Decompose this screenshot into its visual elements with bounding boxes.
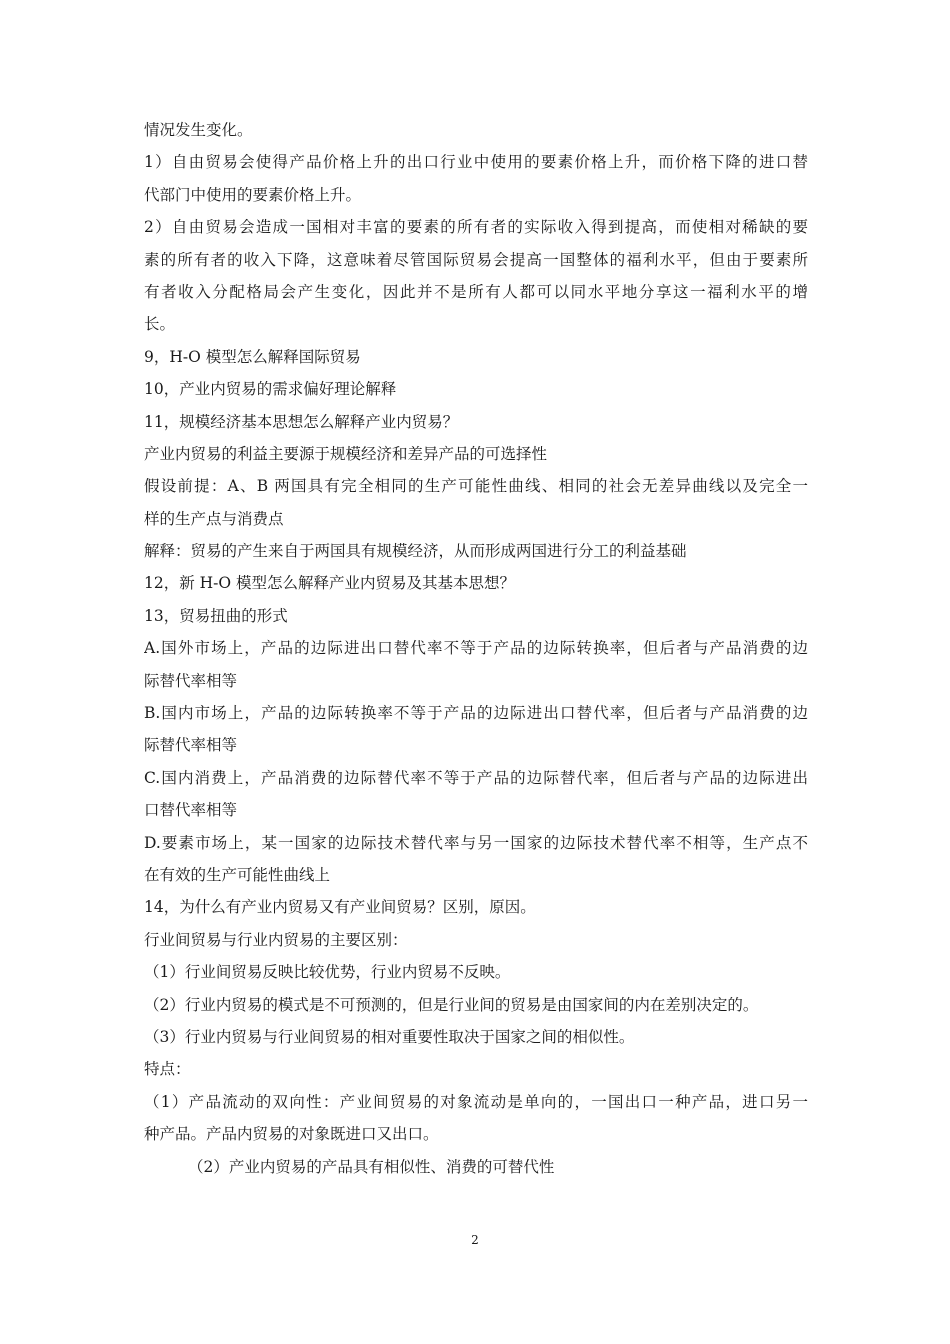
text-line: 在有效的生产可能性曲线上 bbox=[144, 865, 331, 884]
text-line: 际替代率相等 bbox=[144, 736, 238, 755]
text-line: 口替代率相等 bbox=[144, 801, 238, 820]
question-heading: 14，为什么有产业内贸易又有产业间贸易？区别，原因。 bbox=[144, 898, 536, 917]
text-line: D.要素市场上，某一国家的边际技术替代率与另一国家的边际技术替代率不相等，生产点不 bbox=[144, 833, 808, 852]
text-line: 1）自由贸易会使得产品价格上升的出口行业中使用的要素价格上升，而价格下降的进口替 bbox=[144, 153, 808, 172]
text-line: 际替代率相等 bbox=[144, 671, 238, 690]
text-line: （1）行业间贸易反映比较优势，行业内贸易不反映。 bbox=[144, 963, 511, 982]
text-line: 素的所有者的收入下降，这意味着尽管国际贸易会提高一国整体的福利水平，但由于要素所 bbox=[144, 250, 808, 269]
question-heading: 13，贸易扭曲的形式 bbox=[144, 606, 288, 625]
text-line: 代部门中使用的要素价格上升。 bbox=[144, 185, 362, 204]
question-heading: 10，产业内贸易的需求偏好理论解释 bbox=[144, 380, 397, 399]
text-line: 产业内贸易的利益主要源于规模经济和差异产品的可选择性 bbox=[144, 444, 548, 463]
text-line: （3）行业内贸易与行业间贸易的相对重要性取决于国家之间的相似性。 bbox=[144, 1027, 635, 1046]
text-line: 解释：贸易的产生来自于两国具有规模经济，从而形成两国进行分工的利益基础 bbox=[144, 542, 687, 561]
text-line: A.国外市场上，产品的边际进出口替代率不等于产品的边际转换率，但后者与产品消费的边 bbox=[144, 639, 808, 658]
text-line: 特点： bbox=[144, 1060, 191, 1079]
text-line: 样的生产点与消费点 bbox=[144, 509, 284, 528]
text-line: 2）自由贸易会造成一国相对丰富的要素的所有者的实际收入得到提高，而使相对稀缺的要 bbox=[144, 218, 808, 237]
text-line: 种产品。产品内贸易的对象既进口又出口。 bbox=[144, 1125, 439, 1144]
text-line: （2）行业内贸易的模式是不可预测的，但是行业间的贸易是由国家间的内在差别决定的。 bbox=[144, 995, 759, 1014]
text-line: （1）产品流动的双向性：产业间贸易的对象流动是单向的，一国出口一种产品，进口另一 bbox=[144, 1092, 808, 1111]
text-line: C.国内消费上，产品消费的边际替代率不等于产品的边际替代率，但后者与产品的边际进出 bbox=[144, 768, 808, 787]
text-line: 假设前提：A、B 两国具有完全相同的生产可能性曲线、相同的社会无差异曲线以及完全一 bbox=[144, 477, 808, 496]
text-line: （2）产业内贸易的产品具有相似性、消费的可替代性 bbox=[188, 1157, 555, 1176]
text-line: 情况发生变化。 bbox=[144, 121, 253, 139]
text-line: B.国内市场上，产品的边际转换率不等于产品的边际进出口替代率，但后者与产品消费的边 bbox=[144, 704, 808, 723]
page-number: 2 bbox=[471, 1233, 479, 1247]
question-heading: 12，新 H-O 模型怎么解释产业内贸易及其基本思想？ bbox=[144, 574, 516, 593]
document-body bbox=[144, 114, 808, 1183]
text-line: 有者收入分配格局会产生变化，因此并不是所有人都可以同水平地分享这一福利水平的增 bbox=[144, 282, 808, 301]
question-heading: 9，H-O 模型怎么解释国际贸易 bbox=[144, 347, 361, 366]
text-line: 行业间贸易与行业内贸易的主要区别： bbox=[144, 930, 408, 949]
question-heading: 11，规模经济基本思想怎么解释产业内贸易？ bbox=[144, 412, 459, 431]
text-line: 长。 bbox=[144, 315, 176, 334]
